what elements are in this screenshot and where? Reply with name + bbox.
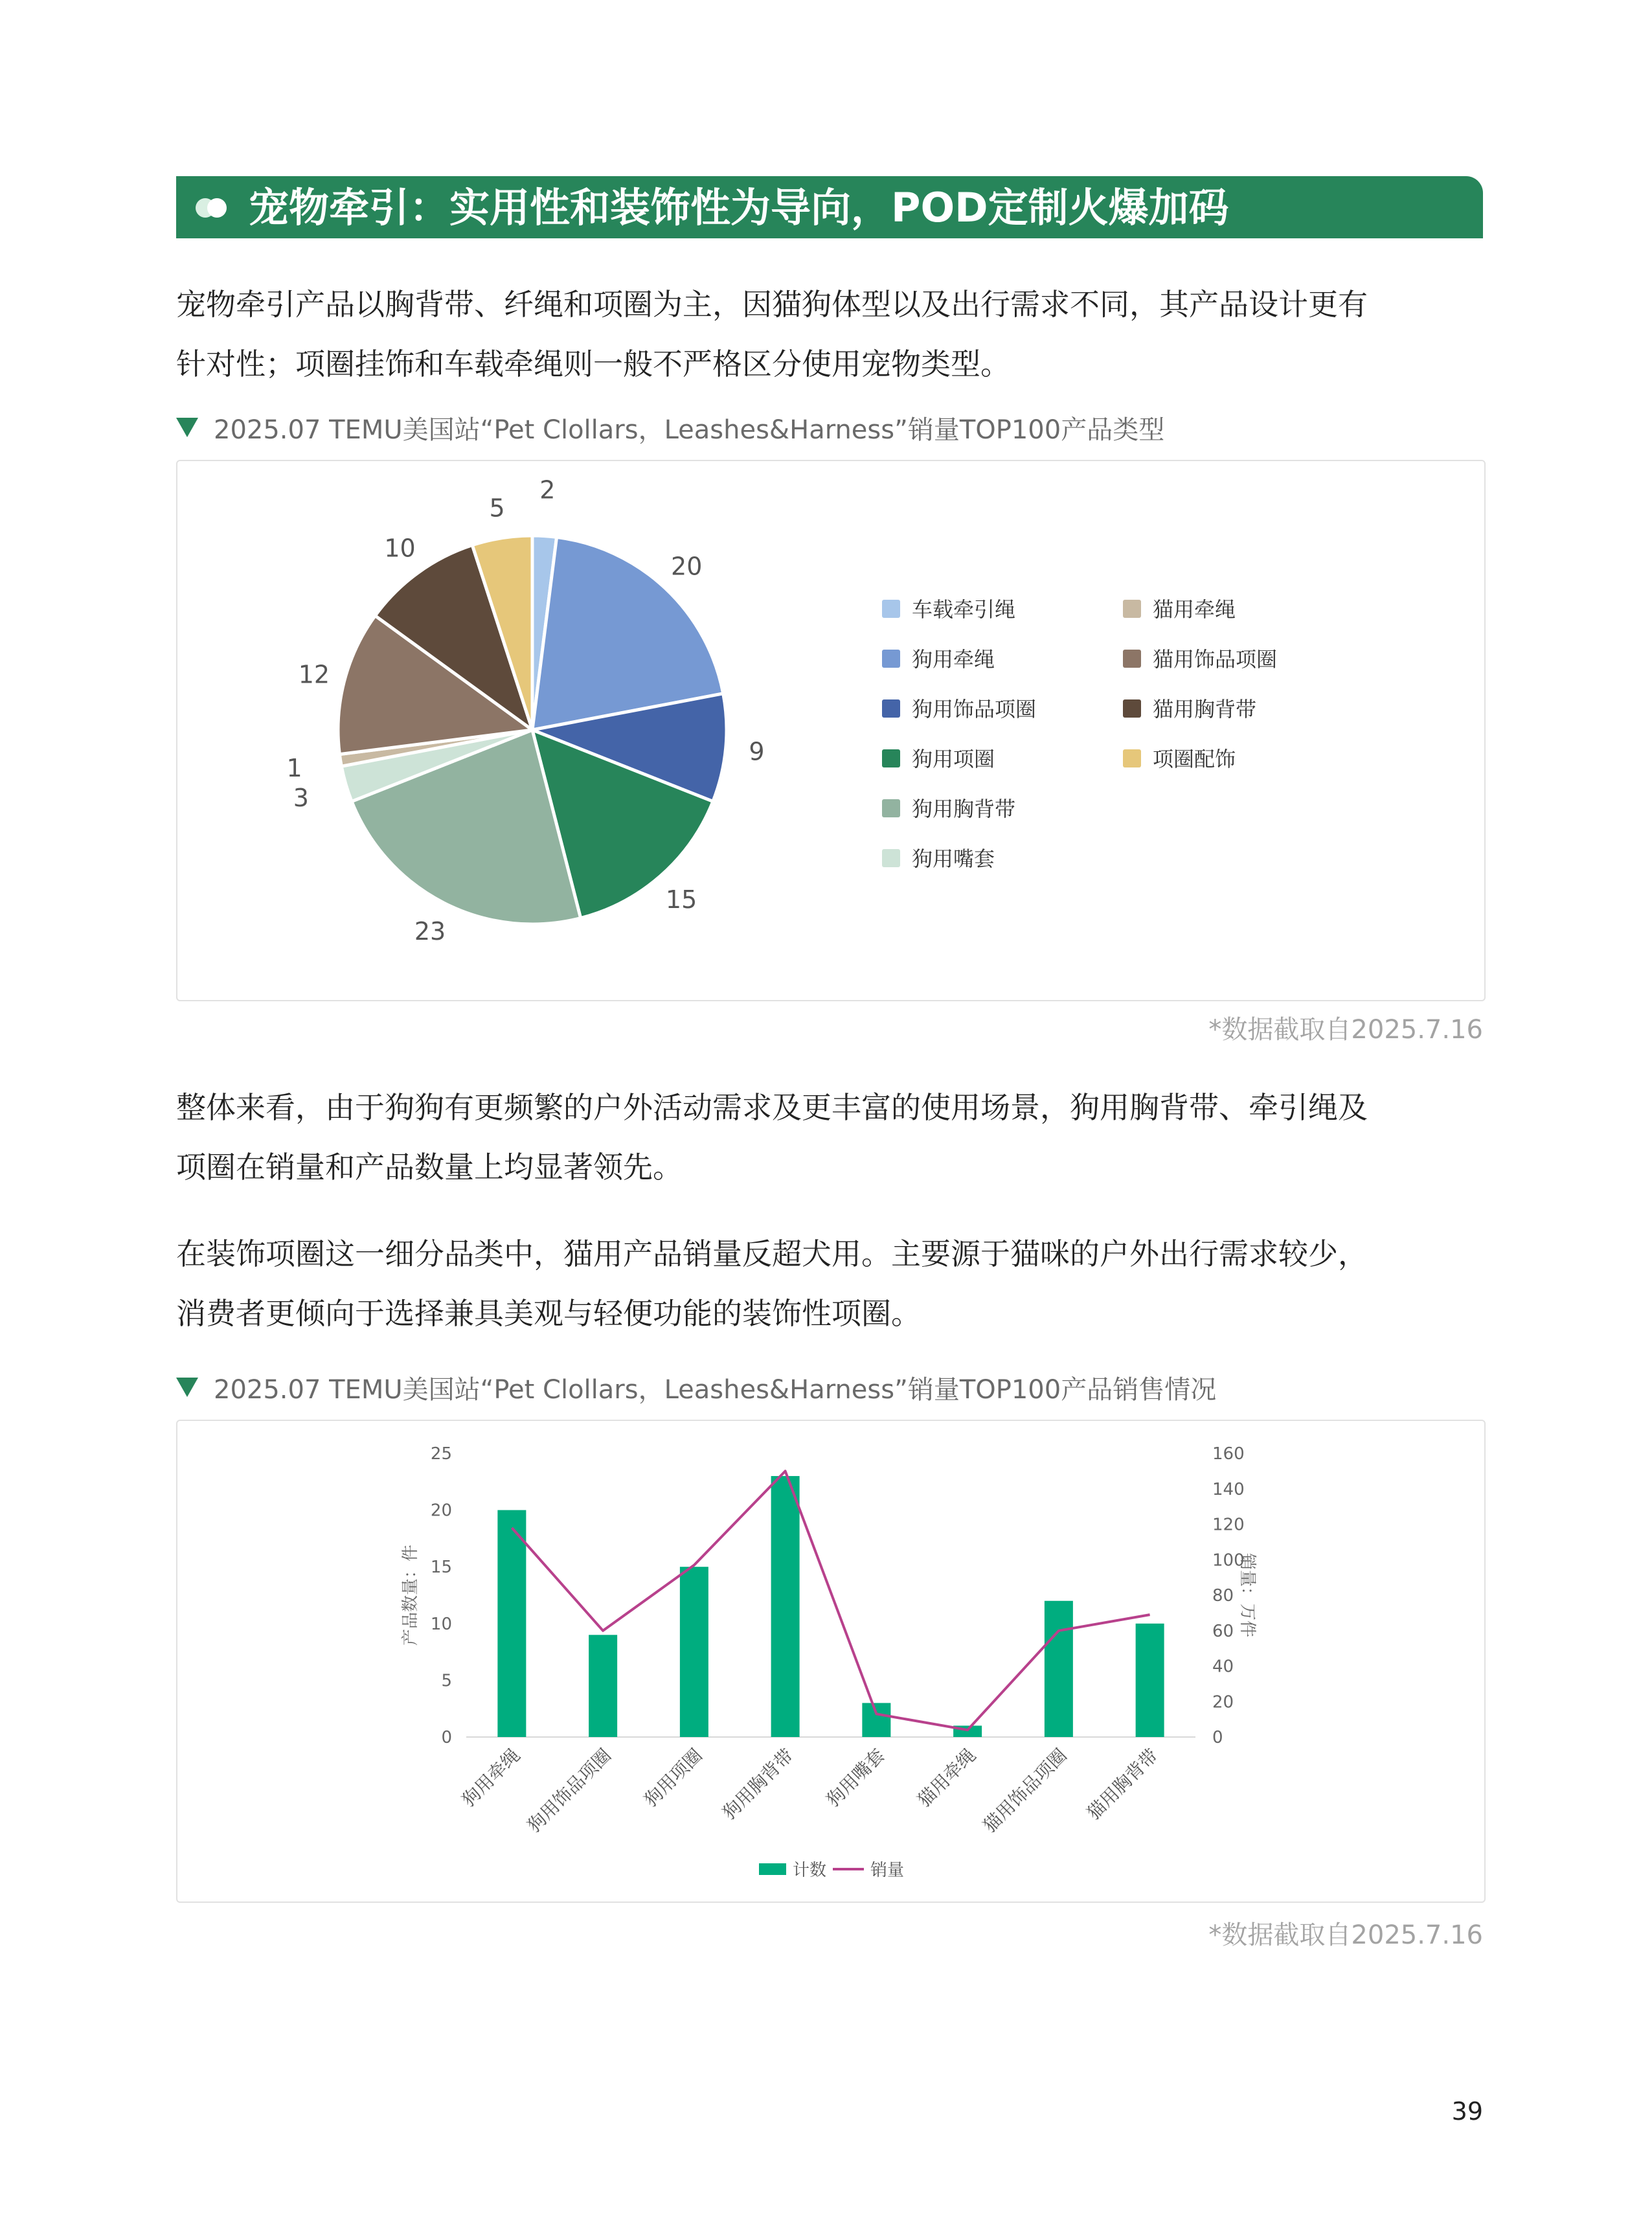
legend-label: 狗用嘴套: [912, 846, 995, 871]
legend-swatch: [882, 799, 900, 817]
legend-label: 猫用牵绳: [1153, 597, 1236, 622]
x-tick-label: 猫用胸背带: [1083, 1744, 1162, 1824]
pie-data-label: 9: [749, 737, 765, 766]
intro-line-1: 宠物牵引产品以胸背带、纤绳和项圈为主，因猫狗体型以及出行需求不同，其产品设计更有: [176, 287, 1368, 322]
bar-caption-row: [176, 1368, 1216, 1407]
summary-p2-line-2: 消费者更倾向于选择兼具美观与轻便功能的装饰性项圈。: [176, 1296, 921, 1331]
x-tick-label: 狗用饰品项圈: [523, 1744, 616, 1837]
legend-label: 猫用饰品项圈: [1153, 647, 1278, 672]
pie-source-note: *数据截取自2025.7.16: [1208, 1015, 1483, 1045]
bar: [680, 1567, 708, 1737]
legend-swatch: [1123, 600, 1141, 618]
pie-data-label: 2: [539, 475, 556, 505]
legend-label: 狗用牵绳: [912, 647, 995, 672]
pie-data-label: 1: [286, 754, 302, 783]
y2-tick-label: 140: [1212, 1479, 1245, 1499]
caption-triangle-icon: [176, 418, 198, 437]
summary-paragraph-1: [176, 1078, 1483, 1197]
legend-label: 销量: [870, 1861, 905, 1880]
y-tick-label: 25: [430, 1444, 452, 1464]
pie-data-label: 12: [298, 660, 330, 689]
y-tick-label: 20: [430, 1501, 452, 1521]
y2-tick-label: 20: [1212, 1692, 1234, 1712]
banner-bullet-icon-highlight: [207, 198, 227, 218]
bar-caption: 2025.07 TEMU美国站“Pet Clollars，Leashes&Harness”销量TOP100产品销售情况: [214, 1374, 1217, 1405]
bar: [771, 1476, 800, 1737]
y2-tick-label: 60: [1212, 1621, 1234, 1641]
legend-swatch: [1123, 749, 1141, 767]
legend-swatch-bar: [759, 1863, 786, 1875]
pie-data-label: 10: [384, 534, 416, 563]
summary-p1-line-1: 整体来看，由于狗狗有更频繁的户外活动需求及更丰富的使用场景，狗用胸背带、牵引绳及: [176, 1090, 1368, 1125]
intro-line-2: 针对性；项圈挂饰和车载牵绳则一般不严格区分使用宠物类型。: [176, 346, 1010, 381]
bar: [497, 1510, 526, 1737]
y-tick-label: 0: [441, 1728, 452, 1747]
caption-triangle-icon: [176, 1378, 198, 1397]
x-tick-label: 狗用嘴套: [822, 1744, 889, 1811]
summary-p2-line-1: 在装饰项圈这一细分品类中，猫用产品销量反超犬用。主要源于猫咪的户外出行需求较少，: [176, 1236, 1368, 1271]
pie-data-label: 20: [671, 552, 703, 581]
bar-source-note: *数据截取自2025.7.16: [1208, 1920, 1483, 1950]
legend-label: 狗用饰品项圈: [912, 697, 1037, 721]
bar-chart-panel: [176, 1420, 1486, 1903]
x-tick-label: 狗用牵绳: [457, 1744, 525, 1811]
y2-tick-label: 120: [1212, 1515, 1245, 1535]
pie-data-label: 23: [414, 917, 446, 946]
legend-label: 狗用项圈: [912, 747, 995, 771]
legend-swatch: [882, 650, 900, 668]
y2-axis-title: 销量：万件: [1238, 1552, 1257, 1638]
x-tick-label: 猫用牵绳: [913, 1744, 980, 1811]
x-tick-label: 狗用胸背带: [718, 1744, 798, 1824]
intro-paragraph: [176, 275, 1483, 394]
page-number: 39: [1451, 2097, 1483, 2126]
y2-tick-label: 100: [1212, 1550, 1245, 1571]
legend-label: 车载牵引绳: [912, 597, 1016, 622]
legend-swatch: [882, 600, 900, 618]
y-axis-title: 产品数量：件: [401, 1544, 420, 1646]
pie-data-label: 5: [489, 494, 505, 523]
legend-label: 计数: [793, 1861, 827, 1880]
y2-tick-label: 40: [1212, 1657, 1234, 1677]
legend-label: 项圈配饰: [1153, 747, 1236, 771]
legend-swatch: [1123, 699, 1141, 718]
page-title: 宠物牵引：实用性和装饰性为导向，POD定制火爆加码: [249, 184, 1229, 231]
legend-swatch: [882, 699, 900, 718]
y2-tick-label: 0: [1212, 1728, 1223, 1747]
y-tick-label: 10: [430, 1614, 452, 1634]
legend-label: 狗用胸背带: [912, 797, 1016, 821]
x-tick-label: 猫用饰品项圈: [979, 1744, 1071, 1837]
pie-data-label: 3: [293, 783, 309, 812]
pie-chart-panel: [176, 460, 1486, 1001]
legend-label: 猫用胸背带: [1153, 697, 1257, 721]
bar: [862, 1703, 890, 1737]
legend-swatch: [882, 849, 900, 867]
y-tick-label: 15: [430, 1558, 452, 1578]
pie-data-label: 15: [665, 885, 697, 914]
pie-caption-row: [176, 408, 1164, 447]
x-tick-label: 狗用项圈: [640, 1744, 707, 1811]
bar-line-chart: [177, 1421, 1482, 1899]
summary-p1-line-2: 项圈在销量和产品数量上均显著领先。: [176, 1150, 683, 1185]
legend-swatch: [1123, 650, 1141, 668]
bar: [1045, 1601, 1073, 1737]
legend-swatch: [882, 749, 900, 767]
pie-chart: [177, 461, 1482, 997]
bar: [1136, 1624, 1164, 1737]
bar: [589, 1635, 617, 1737]
y2-tick-label: 80: [1212, 1586, 1234, 1606]
y2-tick-label: 160: [1212, 1444, 1245, 1464]
summary-paragraph-2: [176, 1224, 1483, 1343]
pie-caption: 2025.07 TEMU美国站“Pet Clollars，Leashes&Harness”销量TOP100产品类型: [214, 415, 1165, 445]
y-tick-label: 5: [441, 1671, 452, 1691]
